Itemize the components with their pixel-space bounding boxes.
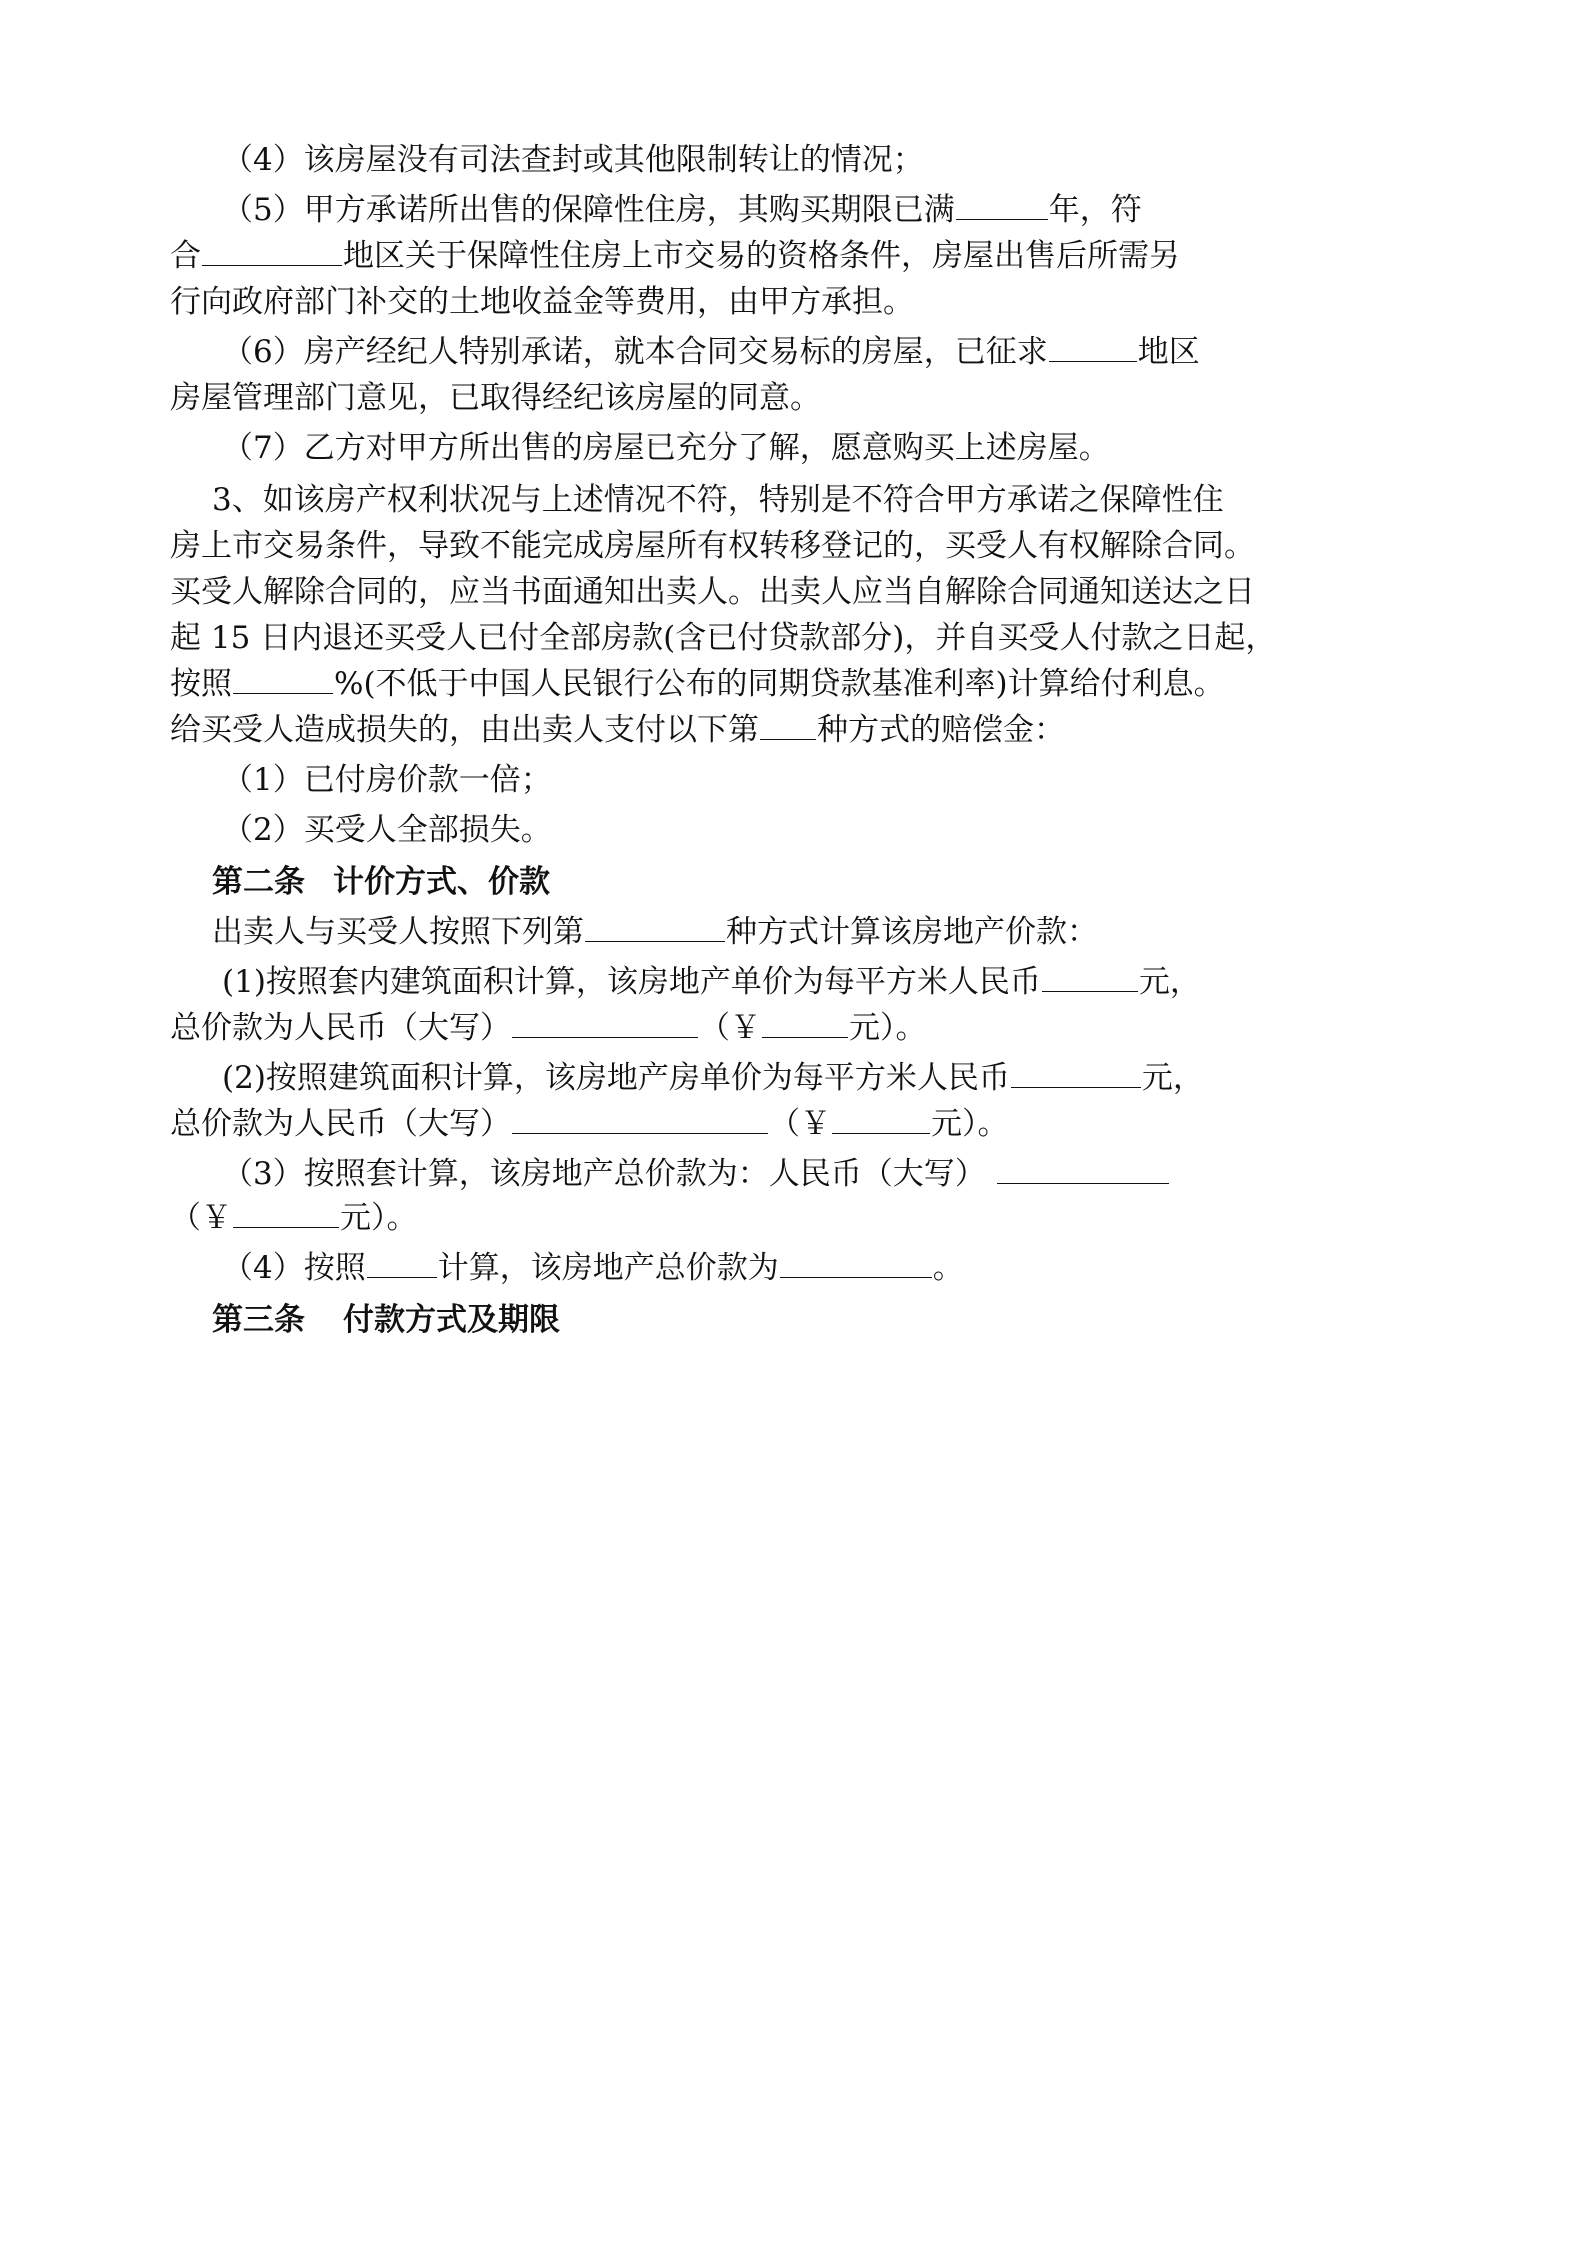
- pricing-method-1-line-1: (1)按照套内建筑面积计算，该房地产单价为每平方米人民币 元，: [222, 964, 1201, 1000]
- clause-5-line-2: 合 地区关于保障性住房上市交易的资格条件，房屋出售后所需另: [170, 238, 1180, 274]
- total-amount-2-blank[interactable]: [832, 1105, 930, 1134]
- pricing-method-2-line-1: (2)按照建筑面积计算，该房地产房单价为每平方米人民币 元，: [222, 1060, 1204, 1096]
- item-3-line-1: 3、如该房产权利状况与上述情况不符，特别是不符合甲方承诺之保障性住: [212, 482, 1224, 518]
- pricing-method-3-line-2: （￥ 元）。: [170, 1200, 418, 1236]
- pricing-method-1-line-2: 总价款为人民币（大写） （￥ 元）。: [170, 1010, 927, 1046]
- years-blank[interactable]: [956, 191, 1048, 220]
- article-3-heading: 第三条 付款方式及期限: [212, 1302, 560, 1338]
- item-3-line-4: 起 15 日内退还买受人已付全部房款(含已付贷款部分)，并自买受人付款之日起，: [170, 620, 1277, 656]
- item-3-line-3: 买受人解除合同的，应当书面通知出卖人。出卖人应当自解除合同通知送达之日: [170, 574, 1255, 610]
- unit-price-1-blank[interactable]: [1042, 963, 1138, 992]
- clause-6-line-2: 房屋管理部门意见，已取得经纪该房屋的同意。: [170, 380, 821, 416]
- unit-price-2-blank[interactable]: [1011, 1059, 1141, 1088]
- compensation-1: （1）已付房价款一倍；: [222, 762, 552, 798]
- clause-5-line-3: 行向政府部门补交的土地收益金等费用，由甲方承担。: [170, 284, 914, 320]
- agency-region-blank[interactable]: [1049, 333, 1137, 362]
- region-blank[interactable]: [202, 237, 342, 266]
- clause-4: （4）该房屋没有司法查封或其他限制转让的情况；: [222, 142, 924, 178]
- total-words-1-blank[interactable]: [512, 1009, 698, 1038]
- compensation-2: （2）买受人全部损失。: [222, 812, 552, 848]
- pricing-method-2-line-2: 总价款为人民币（大写） （￥ 元）。: [170, 1106, 1009, 1142]
- item-3-line-6: 给买受人造成损失的，由出卖人支付以下第 种方式的赔偿金：: [170, 712, 1065, 748]
- total-price-4-blank[interactable]: [780, 1249, 932, 1278]
- total-words-3-blank[interactable]: [997, 1155, 1169, 1184]
- total-amount-3-blank[interactable]: [233, 1199, 339, 1228]
- pricing-basis-blank[interactable]: [367, 1249, 437, 1278]
- pricing-method-4: （4）按照 计算，该房地产总价款为 。: [222, 1250, 964, 1286]
- clause-5-line-1: （5）甲方承诺所出售的保障性住房，其购买期限已满 年，符: [222, 192, 1142, 228]
- total-words-2-blank[interactable]: [512, 1105, 768, 1134]
- pricing-intro: 出卖人与买受人按照下列第 种方式计算该房地产价款：: [212, 914, 1098, 950]
- clause-7: （7）乙方对甲方所出售的房屋已充分了解，愿意购买上述房屋。: [222, 430, 1110, 466]
- item-3-line-5: 按照 %(不低于中国人民银行公布的同期贷款基准利率)计算给付利息。: [170, 666, 1225, 702]
- item-3-line-2: 房上市交易条件，导致不能完成房屋所有权转移登记的，买受人有权解除合同。: [170, 528, 1255, 564]
- pricing-method-3-line-1: （3）按照套计算，该房地产总价款为：人民币（大写）: [222, 1154, 1170, 1194]
- total-amount-1-blank[interactable]: [762, 1009, 848, 1038]
- clause-6-line-1: （6）房产经纪人特别承诺，就本合同交易标的房屋，已征求 地区: [222, 334, 1200, 370]
- article-2-heading: 第二条 计价方式、价款: [212, 864, 550, 900]
- pricing-method-blank[interactable]: [585, 913, 725, 942]
- compensation-option-blank[interactable]: [760, 711, 816, 740]
- interest-rate-blank[interactable]: [233, 665, 333, 694]
